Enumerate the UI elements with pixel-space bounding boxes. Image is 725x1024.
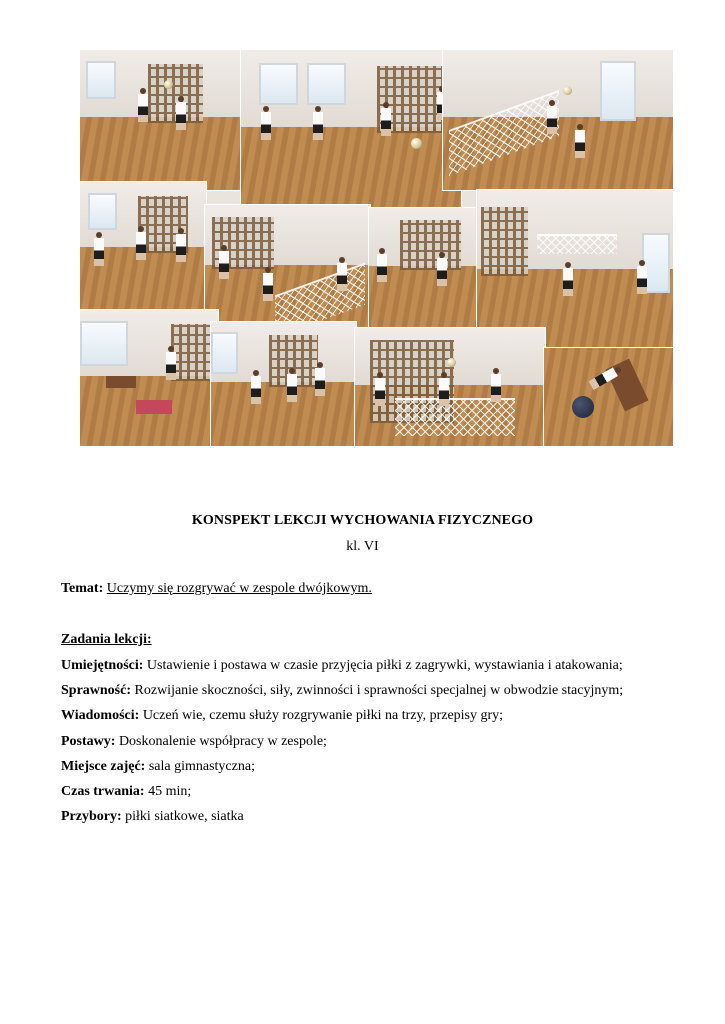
collage-photo-group-drill: [368, 207, 480, 329]
item-label: Postawy:: [61, 734, 116, 749]
item-value: Uczeń wie, czemu służy rozgrywanie piłki na trzy, przepisy gry;: [142, 708, 504, 723]
collage-photo-net-serve: [204, 204, 371, 330]
item-label: Miejsce zajęć:: [61, 759, 146, 774]
collage-photo-pairs-drill: [79, 181, 207, 319]
item-duration: [61, 784, 191, 800]
item-value: Ustawienie i postawa w czasie przyjęcia piłki z zagrywki, wystawiania i atakowania;: [146, 658, 623, 673]
collage-photo-serve-receive: [210, 321, 357, 446]
item-label: Przybory:: [61, 809, 122, 824]
item-location: [61, 759, 255, 775]
document-title: KONSPEKT LEKCJI WYCHOWANIA FIZYCZNEGO: [191, 513, 534, 528]
collage-photo-net-play: [442, 49, 673, 191]
photo-collage: [79, 49, 673, 446]
class-label: kl. VI: [346, 539, 379, 554]
item-value: sala gimnastyczna;: [148, 759, 255, 774]
topic-label: Temat:: [61, 581, 104, 596]
item-value: piłki siatkowe, siatka: [125, 809, 244, 824]
item-value: 45 min;: [148, 784, 192, 799]
topic-line: [61, 581, 372, 597]
collage-photo-volleyball-pass: [79, 49, 243, 191]
item-skills: [61, 658, 623, 674]
collage-photo-medicine-ball: [543, 347, 673, 446]
item-label: Sprawność:: [61, 683, 132, 698]
tasks-heading: [61, 632, 152, 648]
topic-value: Uczymy się rozgrywać w zespole dwójkowym.: [106, 581, 372, 596]
item-attitudes: [61, 734, 327, 750]
item-equipment: [61, 809, 244, 825]
collage-photo-gym-vaulting: [79, 309, 219, 446]
collage-photo-volleyball-practice: [240, 49, 462, 211]
collage-photo-wall-drill: [354, 327, 546, 446]
item-label: Umiejętności:: [61, 658, 144, 673]
item-value: Rozwijanie skoczności, siły, zwinności i sprawności specjalnej w obwodzie stacyjnym;: [134, 683, 624, 698]
item-label: Wiadomości:: [61, 708, 140, 723]
item-label: Czas trwania:: [61, 784, 145, 799]
item-knowledge: [61, 708, 503, 724]
item-fitness: [61, 683, 623, 699]
item-value: Doskonalenie współpracy w zespole;: [118, 734, 327, 749]
tasks-heading-text: Zadania lekcji:: [61, 632, 152, 647]
